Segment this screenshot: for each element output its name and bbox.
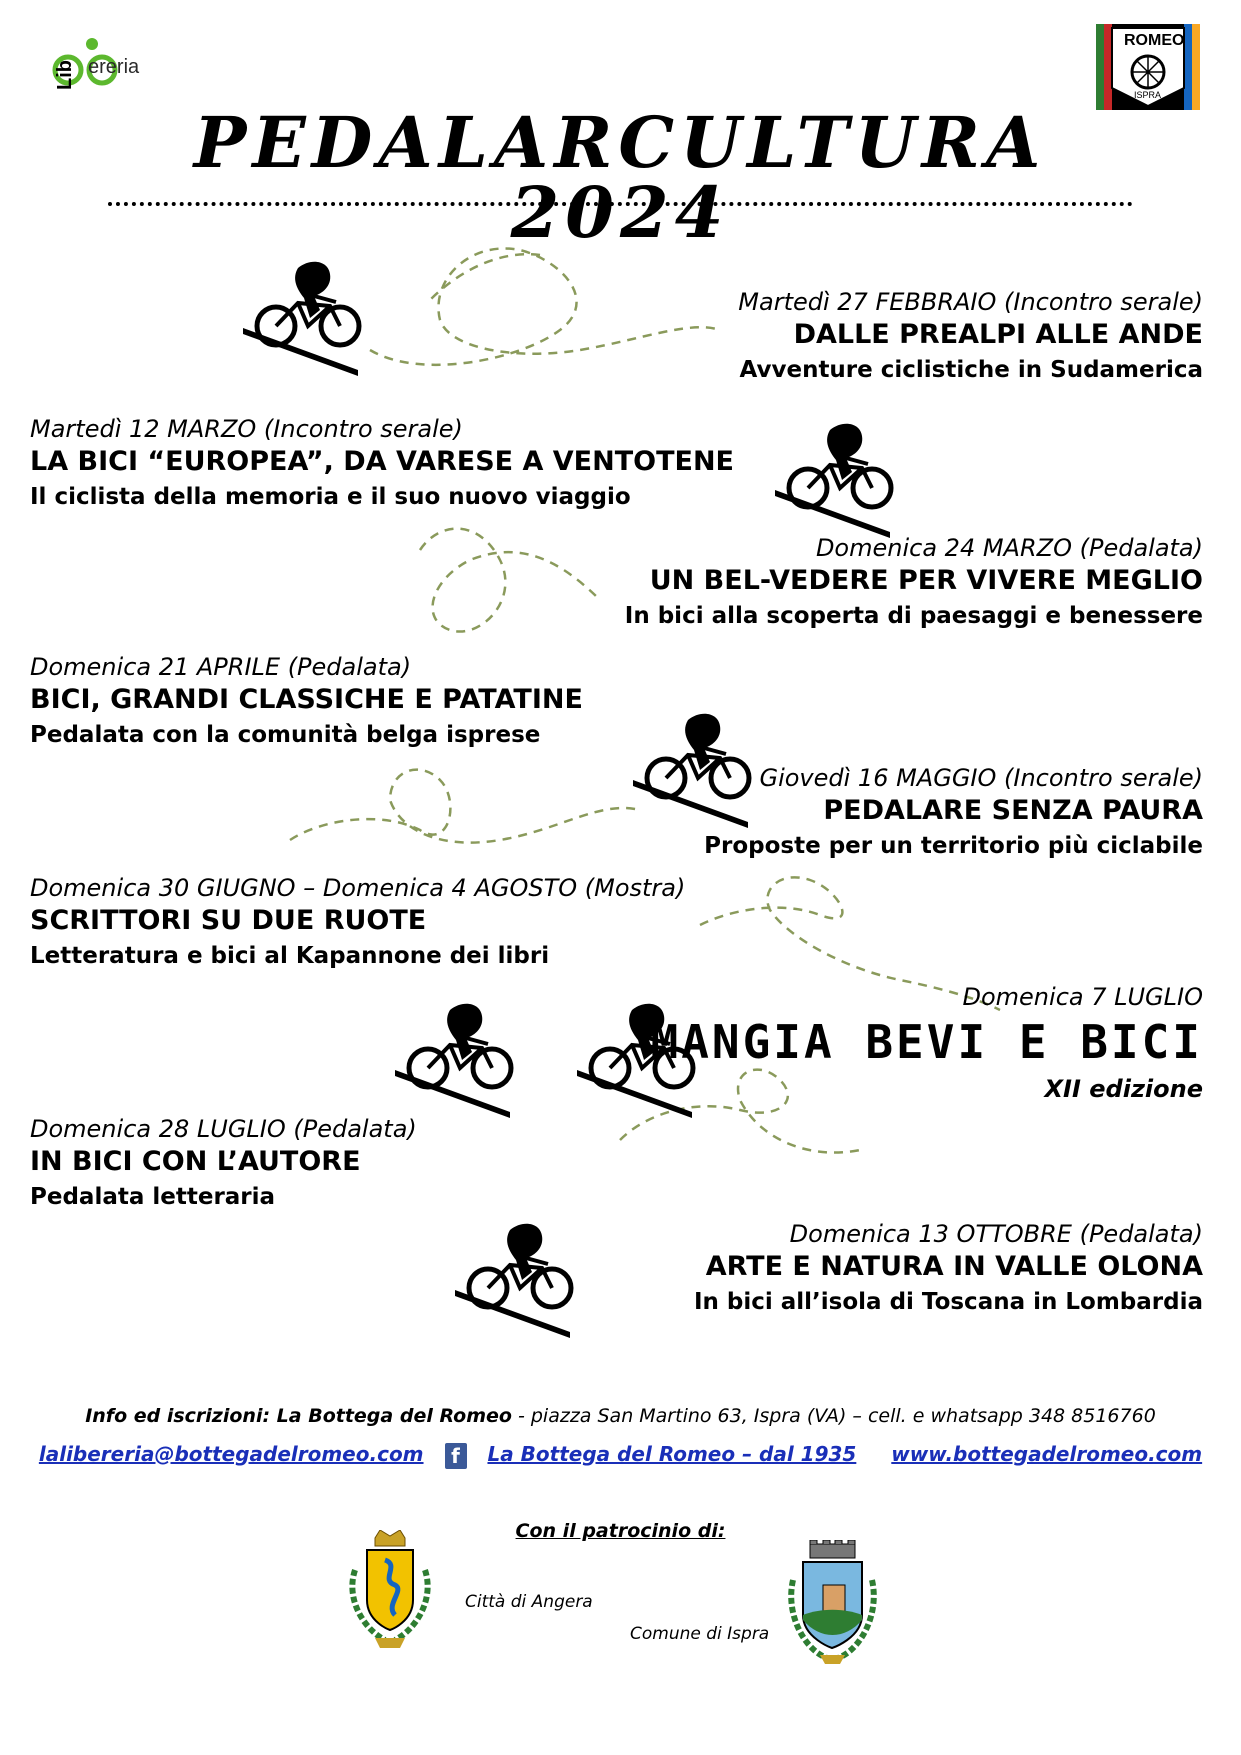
info-line (0, 1405, 1241, 1427)
event-subtitle: Avventure ciclistiche in Sudamerica (739, 357, 1203, 383)
email-link[interactable]: lalibereria@bottegadelromeo.com (38, 1442, 424, 1466)
event-subtitle: Proposte per un territorio più ciclabile (704, 833, 1203, 859)
event-date: Martedì 12 MARZO (Incontro serale) (30, 415, 463, 443)
event-title: MANGIA BEVI E BICI (650, 1015, 1203, 1069)
ciclolibereria-logo (50, 30, 160, 110)
patronage-heading: Con il patrocinio di: (515, 1520, 726, 1542)
romeo-logo (1090, 22, 1205, 112)
trail-3 (290, 770, 640, 843)
logo-text: ereria (88, 56, 140, 78)
event-title: PEDALARE SENZA PAURA (823, 795, 1203, 826)
cyclist-icon (775, 424, 891, 538)
info-details: - piazza San Martino 63, Ispra (VA) – cell. e whatsapp 348 8516760 (511, 1405, 1156, 1427)
facebook-icon: f (445, 1443, 467, 1469)
info-label: Info ed iscrizioni: La Bottega del Romeo (85, 1405, 512, 1427)
event-title: SCRITTORI SU DUE RUOTE (30, 905, 427, 936)
event-date: Giovedì 16 MAGGIO (Incontro serale) (759, 764, 1203, 792)
event-date: Domenica 21 APRILE (Pedalata) (30, 653, 412, 681)
trail-1 (370, 248, 720, 364)
angera-crest-icon (345, 1530, 435, 1650)
event-date: Domenica 30 GIUGNO – Domenica 4 AGOSTO (Mostra) (30, 874, 686, 902)
event-subtitle: XII edizione (1044, 1075, 1203, 1103)
ispra-crest-icon (785, 1540, 880, 1665)
cyclist-icon (395, 1004, 511, 1118)
event-6 (30, 873, 685, 973)
contact-links (0, 1442, 1241, 1469)
event-1 (738, 287, 1203, 387)
event-title: DALLE PREALPI ALLE ANDE (793, 319, 1203, 350)
event-title: LA BICI “EUROPEA”, DA VARESE A VENTOTENE (30, 446, 734, 477)
trail-2 (420, 529, 600, 632)
event-3 (625, 533, 1203, 633)
event-9 (694, 1219, 1203, 1319)
event-2 (30, 414, 734, 514)
romeo-logo-text: ROMEO (1124, 32, 1185, 49)
website-link[interactable]: www.bottegadelromeo.com (891, 1442, 1203, 1466)
cyclist-icon (455, 1224, 571, 1338)
event-title: ARTE E NATURA IN VALLE OLONA (705, 1251, 1203, 1282)
logo-lib: Lib (54, 60, 76, 90)
event-5 (704, 763, 1203, 863)
event-title: IN BICI CON L’AUTORE (30, 1146, 361, 1177)
event-date: Martedì 27 FEBBRAIO (Incontro serale) (738, 288, 1203, 316)
trail-1b (430, 254, 540, 300)
event-subtitle: Pedalata con la comunità belga isprese (30, 722, 541, 748)
event-7 (651, 982, 1204, 1106)
event-8 (30, 1114, 417, 1214)
event-subtitle: Pedalata letteraria (30, 1184, 276, 1210)
event-4 (30, 652, 583, 752)
event-subtitle: In bici alla scoperta di paesaggi e benessere (624, 603, 1203, 629)
event-title: BICI, GRANDI CLASSICHE E PATATINE (30, 684, 583, 715)
city-angera: Città di Angera (465, 1592, 593, 1612)
page-title: PEDALARCULTURA 2024 (193, 101, 1047, 254)
event-subtitle: Letteratura e bici al Kapannone dei libri (30, 943, 550, 969)
romeo-logo-sub: ISPRA (1134, 90, 1162, 100)
event-date: Domenica 24 MARZO (Pedalata) (815, 534, 1203, 562)
city-ispra: Comune di Ispra (630, 1624, 770, 1644)
event-date: Domenica 7 LUGLIO (962, 983, 1203, 1011)
event-subtitle: In bici all’isola di Toscana in Lombardia (693, 1289, 1203, 1315)
event-date: Domenica 28 LUGLIO (Pedalata) (30, 1115, 417, 1143)
event-title: UN BEL-VEDERE PER VIVERE MEGLIO (649, 565, 1203, 596)
facebook-link[interactable]: La Bottega del Romeo – dal 1935 (487, 1442, 857, 1466)
event-date: Domenica 13 OTTOBRE (Pedalata) (789, 1220, 1203, 1248)
cyclist-icon (243, 262, 359, 376)
event-subtitle: Il ciclista della memoria e il suo nuovo viaggio (30, 484, 631, 510)
title-divider (108, 202, 1133, 206)
